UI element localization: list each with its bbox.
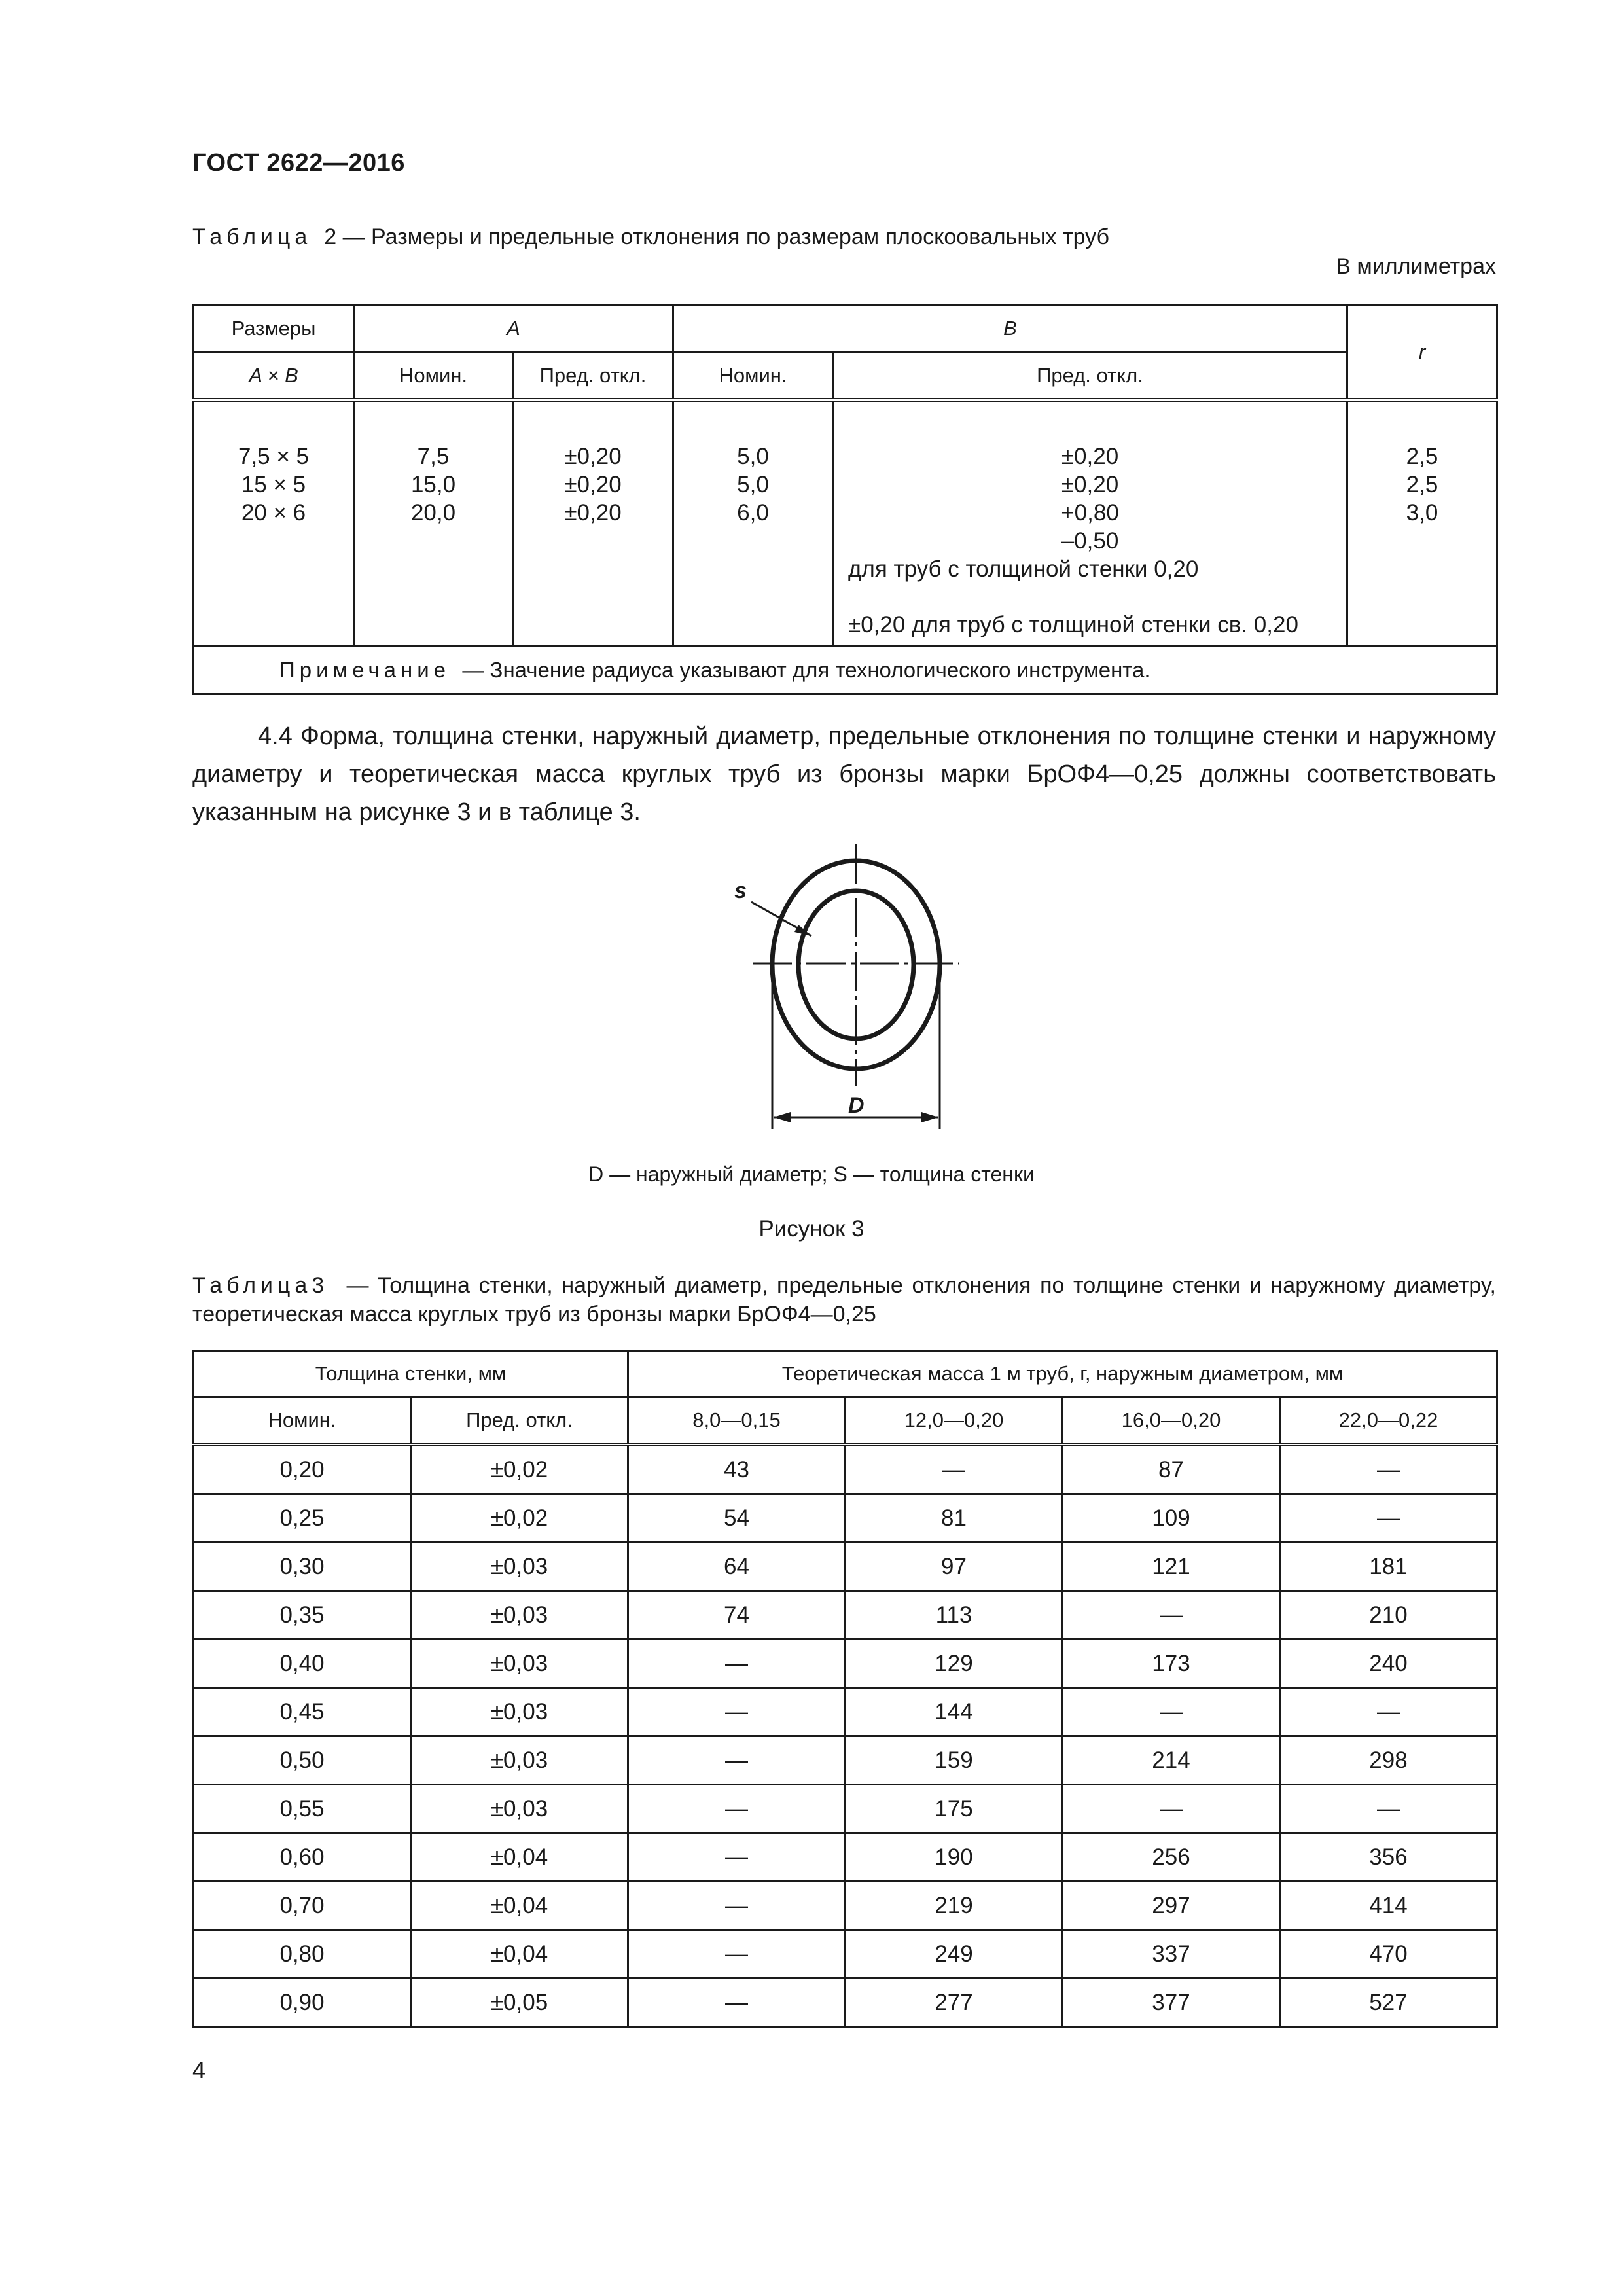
- page-number: 4: [192, 2056, 206, 2083]
- table-cell: —: [1280, 1444, 1497, 1494]
- table-cell: 0,45: [194, 1688, 411, 1736]
- table-cell: 87: [1063, 1444, 1280, 1494]
- table-cell: 337: [1063, 1930, 1280, 1979]
- table2-units: В миллиметрах: [1336, 254, 1496, 279]
- table2-cell: 7,5 × 5: [238, 444, 309, 469]
- table-cell: 0,80: [194, 1930, 411, 1979]
- table3-header-mass: Теоретическая масса 1 м труб, г, наружным диаметром, мм: [628, 1351, 1497, 1397]
- table-cell: —: [1063, 1688, 1280, 1736]
- table2-cell: 2,5: [1406, 444, 1438, 469]
- table-cell: 173: [1063, 1640, 1280, 1688]
- table-cell: ±0,05: [411, 1979, 628, 2027]
- table-row: [194, 1444, 1497, 1494]
- table-cell: —: [1063, 1591, 1280, 1640]
- table2-col-sizes: [194, 400, 354, 647]
- table-cell: 219: [846, 1882, 1063, 1930]
- table-cell: 210: [1280, 1591, 1497, 1640]
- table-cell: ±0,04: [411, 1833, 628, 1882]
- table-cell: —: [628, 1736, 846, 1785]
- table-cell: ±0,03: [411, 1591, 628, 1640]
- table-cell: ±0,03: [411, 1640, 628, 1688]
- table-cell: —: [1063, 1785, 1280, 1833]
- table2-header-b: B: [673, 305, 1347, 352]
- table3-header-nom: Номин.: [194, 1397, 411, 1445]
- table-cell: —: [846, 1444, 1063, 1494]
- table2-col-r: [1347, 400, 1497, 647]
- table-cell: —: [628, 1979, 846, 2027]
- table-cell: 470: [1280, 1930, 1497, 1979]
- table-row: [194, 1543, 1497, 1591]
- table-cell: 0,40: [194, 1640, 411, 1688]
- table-row: [194, 1930, 1497, 1979]
- table-row: [194, 1688, 1497, 1736]
- table2-caption-label: Таблица: [192, 224, 312, 249]
- table-row: [194, 1736, 1497, 1785]
- table-cell: ±0,03: [411, 1688, 628, 1736]
- table-cell: 256: [1063, 1833, 1280, 1882]
- table-row: [194, 1979, 1497, 2027]
- table-cell: 144: [846, 1688, 1063, 1736]
- table2-cell: ±0,20: [1061, 472, 1119, 497]
- table3-header-d4: 22,0—0,22: [1280, 1397, 1497, 1445]
- table-cell: 109: [1063, 1494, 1280, 1543]
- table-cell: 190: [846, 1833, 1063, 1882]
- table3-caption: [192, 1271, 1496, 1329]
- table-cell: 159: [846, 1736, 1063, 1785]
- table2-caption: [192, 223, 1496, 251]
- table-cell: ±0,02: [411, 1444, 628, 1494]
- table2-cell: 2,5: [1406, 472, 1438, 497]
- table-row: [194, 1833, 1497, 1882]
- table-cell: 0,25: [194, 1494, 411, 1543]
- table2-cell: 15 × 5: [241, 472, 306, 497]
- figure-legend: D — наружный диаметр; S — толщина стенки: [588, 1162, 1035, 1186]
- table2-col-b-nom: [673, 400, 833, 647]
- table3: [192, 1350, 1498, 2028]
- table2-cell: 5,0: [737, 472, 769, 497]
- table-row: [194, 1882, 1497, 1930]
- table2-cell: 5,0: [737, 444, 769, 469]
- table-cell: 81: [846, 1494, 1063, 1543]
- table3-caption-text: — Толщина стенки, наружный диаметр, предельные отклонения по толщине стенки и наружному диаметру, теоретическая масса круглых труб из бронзы марки БрОФ4—0,25: [192, 1273, 1496, 1327]
- table2-header-axb: A × B: [194, 352, 354, 401]
- table-cell: 113: [846, 1591, 1063, 1640]
- table-cell: 0,90: [194, 1979, 411, 2027]
- table-cell: 277: [846, 1979, 1063, 2027]
- table-cell: ±0,02: [411, 1494, 628, 1543]
- table2-cell: ±0,20: [564, 500, 622, 526]
- table-cell: 121: [1063, 1543, 1280, 1591]
- table-cell: 0,50: [194, 1736, 411, 1785]
- table3-header-dev: Пред. откл.: [411, 1397, 628, 1445]
- table2-header-a-dev: Пред. откл.: [513, 352, 673, 401]
- figure-label-d: D: [848, 1093, 865, 1118]
- table2-cell: ±0,20: [564, 444, 622, 469]
- table-cell: 0,60: [194, 1833, 411, 1882]
- table2-cell: –0,50: [1061, 528, 1119, 554]
- table3-header-d1: 8,0—0,15: [628, 1397, 846, 1445]
- table2-col-b-dev: [833, 400, 1347, 647]
- table-row: [194, 1494, 1497, 1543]
- table-cell: —: [628, 1833, 846, 1882]
- paragraph-4-4: 4.4 Форма, толщина стенки, наружный диаметр, предельные отклонения по толщине стенки и наружному диаметру и теоретическая масса круглых труб из бронзы марки БрОФ4—0,25 должны соответствовать указанным на рисунке 3 и в таблице 3.: [192, 723, 1496, 826]
- table3-body: [194, 1444, 1497, 2027]
- table2-cell: 15,0: [410, 472, 456, 497]
- table2-cell: 6,0: [737, 500, 769, 526]
- table-cell: 214: [1063, 1736, 1280, 1785]
- table2-header-a-nom: Номин.: [354, 352, 513, 401]
- table-cell: 414: [1280, 1882, 1497, 1930]
- table2-cell: 20 × 6: [241, 500, 306, 526]
- table-cell: 64: [628, 1543, 846, 1591]
- table2-col-a-dev: [513, 400, 673, 647]
- table2-header-b-nom: Номин.: [673, 352, 833, 401]
- table-cell: 527: [1280, 1979, 1497, 2027]
- table-cell: 356: [1280, 1833, 1497, 1882]
- figure-caption: Рисунок 3: [758, 1216, 865, 1242]
- table-cell: 97: [846, 1543, 1063, 1591]
- table-cell: 129: [846, 1640, 1063, 1688]
- table2-note-text: — Значение радиуса указывают для технологического инструмента.: [462, 658, 1150, 682]
- table2-note: [194, 647, 1497, 694]
- table-cell: 0,30: [194, 1543, 411, 1591]
- table-cell: 0,70: [194, 1882, 411, 1930]
- table-cell: —: [628, 1640, 846, 1688]
- table-cell: —: [628, 1882, 846, 1930]
- table2-cell: 20,0: [410, 500, 456, 526]
- d-arrowhead-left: [774, 1112, 791, 1122]
- table-cell: 240: [1280, 1640, 1497, 1688]
- table-cell: —: [628, 1785, 846, 1833]
- table-cell: ±0,04: [411, 1882, 628, 1930]
- table-cell: ±0,03: [411, 1785, 628, 1833]
- table-cell: 249: [846, 1930, 1063, 1979]
- table2-cell: для труб с толщиной стенки 0,20: [848, 556, 1199, 582]
- table2-note-label: Примечание: [279, 658, 451, 682]
- table3-header-d2: 12,0—0,20: [846, 1397, 1063, 1445]
- table2-header-a: A: [354, 305, 673, 352]
- d-arrowhead-right: [921, 1112, 938, 1122]
- figure-label-s: s: [734, 878, 747, 903]
- table2-cell: ±0,20: [1061, 444, 1119, 469]
- table-cell: ±0,04: [411, 1930, 628, 1979]
- table-cell: —: [628, 1930, 846, 1979]
- table-cell: —: [1280, 1785, 1497, 1833]
- table2-header-sizes: Размеры: [194, 305, 354, 352]
- table-cell: ±0,03: [411, 1543, 628, 1591]
- table-cell: 54: [628, 1494, 846, 1543]
- table-cell: 0,35: [194, 1591, 411, 1640]
- table2-cell: 7,5: [417, 444, 450, 469]
- table2-cell: ±0,20: [564, 472, 622, 497]
- table-cell: 181: [1280, 1543, 1497, 1591]
- table-cell: ±0,03: [411, 1736, 628, 1785]
- table2-cell: 3,0: [1406, 500, 1438, 526]
- table-cell: 377: [1063, 1979, 1280, 2027]
- figure-3-drawing: [720, 838, 982, 1145]
- table2-cell: +0,80: [1061, 500, 1119, 526]
- table-cell: 175: [846, 1785, 1063, 1833]
- document-header: ГОСТ 2622—2016: [192, 149, 405, 177]
- table2-header-r: r: [1347, 305, 1497, 401]
- table-cell: —: [1280, 1494, 1497, 1543]
- table-cell: 297: [1063, 1882, 1280, 1930]
- table-row: [194, 1591, 1497, 1640]
- table2-col-a-nom: [354, 400, 513, 647]
- table3-header-d3: 16,0—0,20: [1063, 1397, 1280, 1445]
- table-cell: 43: [628, 1444, 846, 1494]
- table3-header-wall: Толщина стенки, мм: [194, 1351, 628, 1397]
- table-cell: —: [1280, 1688, 1497, 1736]
- table-cell: —: [628, 1688, 846, 1736]
- table-cell: 298: [1280, 1736, 1497, 1785]
- table-cell: 0,20: [194, 1444, 411, 1494]
- table2-cell: ±0,20 для труб с толщиной стенки св. 0,20: [848, 612, 1298, 637]
- table-row: [194, 1785, 1497, 1833]
- table2-caption-text: 2 — Размеры и предельные отклонения по размерам плоскоовальных труб: [324, 224, 1109, 249]
- table2-header-b-dev: Пред. откл.: [833, 352, 1347, 401]
- table-row: [194, 1640, 1497, 1688]
- table3-caption-label: Таблица3: [192, 1273, 329, 1298]
- table2: [192, 304, 1498, 695]
- table-cell: 0,55: [194, 1785, 411, 1833]
- table-cell: 74: [628, 1591, 846, 1640]
